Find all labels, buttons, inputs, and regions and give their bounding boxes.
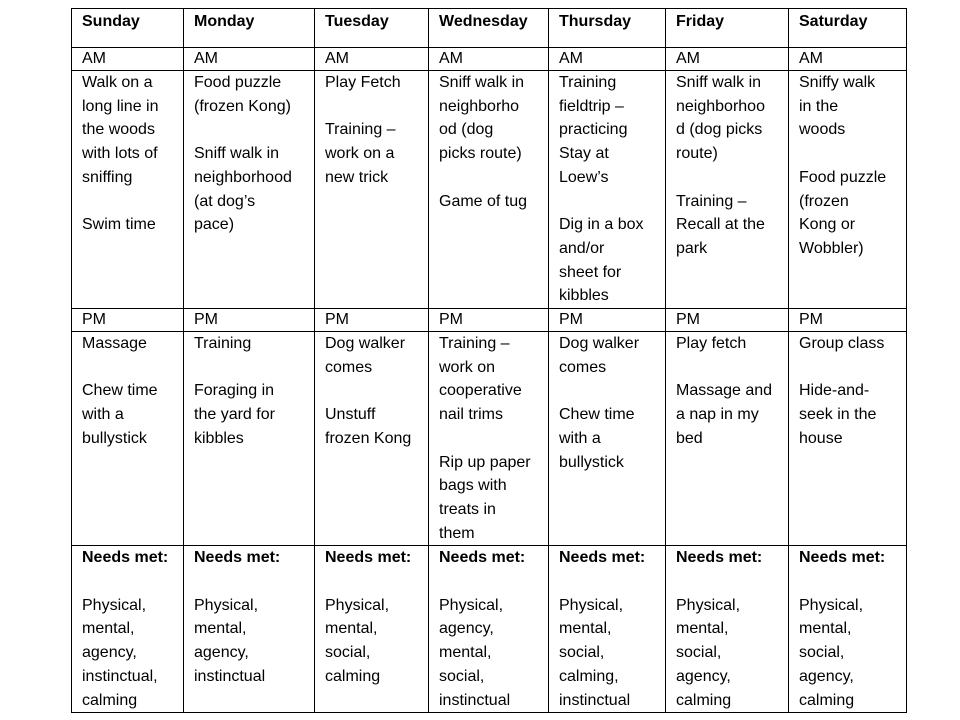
cell-text-line: instinctual [559, 691, 631, 709]
am-activities-cell [184, 71, 315, 309]
am-activities-row [72, 71, 907, 309]
needs-met-title: Needs met: [559, 549, 646, 567]
cell-text-line: agency, [439, 620, 494, 638]
am-label: AM [184, 48, 315, 71]
spacer [82, 356, 183, 380]
cell-text-line: Training – [439, 335, 510, 353]
pm-activities-cell [184, 332, 315, 546]
cell-text-line: Training – [325, 121, 396, 139]
pm-activities-cell [429, 332, 549, 546]
cell-text-line: kibbles [194, 429, 244, 447]
pm-label: PM [315, 309, 429, 332]
cell-text-line: mental, [676, 620, 729, 638]
am-activities-cell [429, 71, 549, 309]
cell-text-line: Dig in a box [559, 216, 644, 234]
cell-text-line: fieldtrip – [559, 97, 624, 115]
pm-activities-row [72, 332, 907, 546]
cell-text-line: calming, [559, 667, 619, 685]
cell-text-line: (frozen Kong) [194, 97, 291, 115]
cell-text-line: agency, [676, 667, 731, 685]
pm-label: PM [789, 309, 907, 332]
cell-text-line: neighborhoo [676, 97, 765, 115]
am-label: AM [429, 48, 549, 71]
needs-met-title: Needs met: [439, 549, 526, 567]
cell-text-line: Physical, [559, 596, 624, 614]
cell-text-line: Food puzzle [194, 74, 282, 91]
cell-text-line: Sniff walk in [676, 74, 762, 91]
cell-text-line: frozen Kong [325, 429, 412, 447]
cell-text-line: route) [676, 145, 718, 163]
cell-text-line: social, [439, 667, 485, 685]
cell-text-line: Physical, [82, 596, 147, 614]
am-label-row [72, 48, 907, 71]
am-activities-cell [315, 71, 429, 309]
pm-activities-cell [549, 332, 666, 546]
cell-text-line: od (dog [439, 121, 494, 139]
cell-text-line: the yard for [194, 406, 275, 424]
cell-text-line: Sniffy walk [799, 74, 876, 91]
day-header-monday: Monday [184, 9, 315, 48]
spacer [559, 570, 665, 594]
cell-text-line: neighborhood [194, 168, 292, 186]
needs-met-list [194, 594, 314, 689]
needs-met-cell [666, 546, 789, 713]
spacer [194, 356, 314, 380]
cell-text-line: bullystick [559, 453, 624, 471]
spacer [559, 379, 665, 403]
cell-text-line: Physical, [676, 596, 741, 614]
needs-met-list [439, 594, 548, 713]
am-activities-cell [666, 71, 789, 309]
needs-met-list [325, 594, 428, 689]
day-header-friday: Friday [666, 9, 789, 48]
needs-met-title: Needs met: [799, 549, 886, 567]
cell-text-line: calming [325, 667, 381, 685]
cell-text-line: treats in [439, 500, 496, 518]
cell-text-line: Stay at [559, 145, 609, 163]
spacer [676, 570, 788, 594]
cell-text-line: with lots of [82, 145, 158, 163]
am-activities-cell [72, 71, 184, 309]
am-label: AM [549, 48, 666, 71]
spacer [676, 356, 788, 380]
cell-text-line: agency, [82, 644, 137, 662]
pm-activities-cell [72, 332, 184, 546]
cell-text-line: Physical, [799, 596, 864, 614]
day-header-sunday: Sunday [72, 9, 184, 48]
cell-text-line: with a [82, 406, 124, 424]
cell-text-line: Play Fetch [325, 74, 401, 91]
am-label: AM [666, 48, 789, 71]
cell-text-line: Training [559, 74, 617, 91]
pm-activities-cell [315, 332, 429, 546]
needs-met-title: Needs met: [676, 549, 763, 567]
needs-met-list [82, 594, 183, 713]
cell-text-line: Group class [799, 335, 885, 353]
cell-text-line: social, [559, 644, 605, 662]
pm-label: PM [549, 309, 666, 332]
needs-met-cell [789, 546, 907, 713]
cell-text-line: work on a [325, 145, 395, 163]
cell-text-line: mental, [439, 644, 492, 662]
cell-text-line: cooperative [439, 382, 522, 400]
cell-text-line: social, [799, 644, 845, 662]
cell-text-line: (frozen [799, 192, 849, 210]
cell-text-line: comes [559, 358, 607, 376]
spacer [325, 379, 428, 403]
spacer [325, 95, 428, 119]
am-label: AM [789, 48, 907, 71]
needs-met-cell [315, 546, 429, 713]
cell-text-line: bed [676, 429, 703, 447]
cell-text-line: mental, [82, 620, 135, 638]
cell-text-line: social, [325, 644, 371, 662]
cell-text-line: Dog walker [325, 335, 406, 353]
am-label: AM [72, 48, 184, 71]
pm-label: PM [666, 309, 789, 332]
spacer [799, 142, 906, 166]
needs-met-title: Needs met: [194, 549, 281, 567]
cell-text-line: Walk on a [82, 74, 153, 91]
cell-text-line: (at dog’s [194, 192, 256, 210]
cell-text-line: Physical, [194, 596, 259, 614]
cell-text-line: work on [439, 358, 496, 376]
cell-text-line: agency, [799, 667, 854, 685]
needs-met-list [559, 594, 665, 713]
needs-met-cell [184, 546, 315, 713]
header-row [72, 9, 907, 48]
needs-met-cell [549, 546, 666, 713]
spacer [325, 570, 428, 594]
pm-activities-cell [666, 332, 789, 546]
day-header-tuesday: Tuesday [315, 9, 429, 48]
day-header-wednesday: Wednesday [429, 9, 549, 48]
cell-text-line: Unstuff [325, 406, 376, 424]
cell-text-line: comes [325, 358, 373, 376]
cell-text-line: Dog walker [559, 335, 640, 353]
spacer [82, 570, 183, 594]
cell-text-line: bags with [439, 477, 507, 495]
cell-text-line: agency, [194, 644, 249, 662]
cell-text-line: house [799, 429, 843, 447]
cell-text-line: park [676, 239, 708, 257]
cell-text-line: Physical, [325, 596, 390, 614]
cell-text-line: Wobbler) [799, 239, 864, 257]
needs-met-title: Needs met: [82, 549, 169, 567]
cell-text-line: Kong or [799, 216, 856, 234]
cell-text-line: neighborho [439, 97, 520, 115]
cell-text-line: social, [676, 644, 722, 662]
cell-text-line: the woods [82, 121, 155, 139]
needs-met-title: Needs met: [325, 549, 412, 567]
needs-met-row [72, 546, 907, 713]
cell-text-line: Swim time [82, 216, 156, 234]
cell-text-line: instinctual [439, 691, 511, 709]
cell-text-line: Game of tug [439, 192, 528, 210]
cell-text-line: nail trims [439, 406, 504, 424]
pm-label: PM [72, 309, 184, 332]
spacer [676, 166, 788, 190]
needs-met-list [799, 594, 906, 713]
cell-text-line: Chew time [559, 406, 635, 424]
cell-text-line: Food puzzle [799, 168, 887, 186]
cell-text-line: long line in [82, 97, 159, 115]
cell-text-line: pace) [194, 216, 235, 234]
cell-text-line: mental, [325, 620, 378, 638]
cell-text-line: Foraging in [194, 382, 275, 400]
cell-text-line: sheet for [559, 263, 622, 281]
am-label: AM [315, 48, 429, 71]
cell-text-line: Sniff walk in [439, 74, 525, 91]
cell-text-line: calming [799, 691, 855, 709]
cell-text-line: bullystick [82, 429, 147, 447]
cell-text-line: with a [559, 429, 601, 447]
pm-label-row [72, 309, 907, 332]
cell-text-line: kibbles [559, 287, 609, 305]
cell-text-line: Chew time [82, 382, 158, 400]
cell-text-line: Play fetch [676, 335, 747, 353]
day-header-thursday: Thursday [549, 9, 666, 48]
cell-text-line: mental, [559, 620, 612, 638]
cell-text-line: them [439, 524, 475, 542]
cell-text-line: new trick [325, 168, 389, 186]
spacer [439, 166, 548, 190]
cell-text-line: Recall at the [676, 216, 765, 234]
cell-text-line: Physical, [439, 596, 504, 614]
spacer [439, 570, 548, 594]
cell-text-line: instinctual [194, 667, 266, 685]
spacer [194, 570, 314, 594]
spacer [439, 427, 548, 451]
needs-met-list [676, 594, 788, 713]
cell-text-line: mental, [194, 620, 247, 638]
cell-text-line: Sniff walk in [194, 145, 280, 163]
cell-text-line: instinctual, [82, 667, 158, 685]
spacer [799, 570, 906, 594]
cell-text-line: calming [676, 691, 732, 709]
spacer [559, 190, 665, 214]
cell-text-line: in the [799, 97, 839, 115]
spacer [194, 118, 314, 142]
day-header-saturday: Saturday [789, 9, 907, 48]
am-activities-cell [789, 71, 907, 309]
cell-text-line: Rip up paper [439, 453, 531, 471]
needs-met-cell [429, 546, 549, 713]
cell-text-line: Training – [676, 192, 747, 210]
cell-text-line: sniffing [82, 168, 133, 186]
weekly-schedule-table [71, 8, 907, 713]
pm-label: PM [184, 309, 315, 332]
cell-text-line: calming [82, 691, 138, 709]
cell-text-line: picks route) [439, 145, 522, 163]
spacer [799, 356, 906, 380]
cell-text-line: seek in the [799, 406, 877, 424]
cell-text-line: d (dog picks [676, 121, 763, 139]
cell-text-line: Loew’s [559, 168, 609, 186]
cell-text-line: woods [799, 121, 846, 139]
am-activities-cell [549, 71, 666, 309]
cell-text-line: Hide-and- [799, 382, 870, 400]
pm-label: PM [429, 309, 549, 332]
cell-text-line: mental, [799, 620, 852, 638]
spacer [82, 190, 183, 214]
cell-text-line: Massage [82, 335, 147, 353]
cell-text-line: a nap in my [676, 406, 759, 424]
needs-met-cell [72, 546, 184, 713]
cell-text-line: and/or [559, 239, 605, 257]
cell-text-line: practicing [559, 121, 628, 139]
cell-text-line: Massage and [676, 382, 773, 400]
pm-activities-cell [789, 332, 907, 546]
cell-text-line: Training [194, 335, 252, 353]
